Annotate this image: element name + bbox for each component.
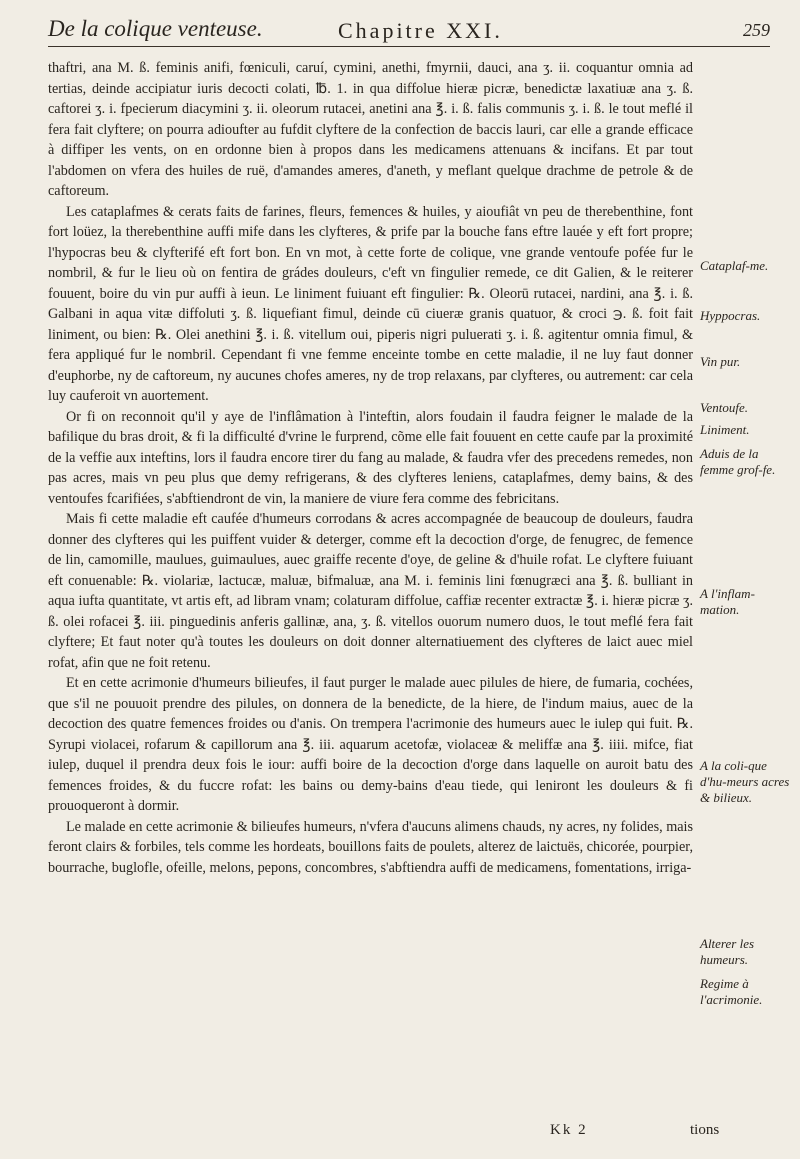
- paragraph: thaftri, ana M. ß. feminis anifi, fœniculi, caruí, cymini, anethi, fmyrnii, dauci, ana ʒ. ii. coquantur omnia ad tertias, deinde accipiatur iuris decocti colati, ℔. 1. in qua diffolue hieræ picræ, benedictæ laxatiuæ ana ʒ. ß. caftorei ʒ. i. fpecierum diacymini ʒ. ii. oleorum rutacei, anetini ana ℥. i. ß. falis communis ʒ. i. ß. le tout meflé il fera fait clyftere; on pourra adioufter au fufdit clyftere de la confection de baccis lauri, car elle a grande efficace à diffiper les vents, on en ordonne bien à propos dans les medicamens attenuans & incifans. Et par tout l'abdomen on vfera des huiles de ruë, d'amandes ameres, d'aneth, y meflant quelque drachme de petrole & de caftoreum.: [48, 60, 693, 199]
- margin-note: Vin pur.: [700, 354, 741, 369]
- margin-note: Aduis de la femme grof-fe.: [700, 446, 776, 477]
- chapter-heading: Chapitre XXI.: [338, 18, 503, 43]
- margin-note: A la coli-que d'hu-meurs acres & bilieux.: [700, 758, 790, 805]
- running-title: De la colique venteuse.: [48, 16, 263, 41]
- margin-note: Ventoufe.: [700, 400, 749, 415]
- page-number: 259: [743, 20, 770, 40]
- margin-note: Regime à l'acrimonie.: [700, 976, 763, 1007]
- margin-note: Cataplaf-me.: [700, 258, 769, 273]
- margin-note: Alterer les humeurs.: [700, 936, 755, 967]
- paragraph: Le malade en cette acrimonie & bilieufes humeurs, n'vfera d'aucuns alimens chauds, ny acres, ny folides, mais feront clairs & forbiles, tels comme les hordeats, bouillons faits de poulets, alterez de laictuës, chicorée, pourpier, bourrache, buglofle, ofeille, melons, pepons, concombres, s'abftiendra auffi de medicamens, fomentations, irriga-: [48, 818, 693, 876]
- main-text-block: [48, 58, 693, 878]
- paragraph: Les cataplafmes & cerats faits de farines, fleurs, femences & huiles, y aioufiât vn peu de therebenthine, font fort loüez, la therebenthine auffi mife dans les clyfteres, & prife par la bouche fans eftre lauée y eft fort propre; l'hypocras beu & clyfterifé eft fort bon. En vn mot, à cette forte de colique, vne grande ventoufe pofée fur le nombril, & fur le lieu où on fentira de grádes douleurs, c'eft vn fingulier remede, ce dit Galien, & le reiterer fouuent, boire du vin pur auffi à ieun. Le liniment fuiuant eft fingulier: ℞. Oleorū rutacei, nardini, ana ℥. i. ß. Galbani in aqua vitæ diffoluti ʒ. ß. liquefiant fimul, deinde cū ciueræ granis quatuor, & croci ℈. ß. foit fait liniment, ou bien: ℞. Olei anethini ℥. i. ß. vitellum oui, piperis nigri puluerati ʒ. i. ß. agitentur omnia fimul, & fera appliqué fur le nombril. Cependant fi vne femme enceinte tombe en cette maladie, il ne luy faut donner d'euphorbe, ny de caftoreum, ny aucunes chofes ameres, ny de trop relaxans, par clyfteres, ou autrement: car cela luy cauferoit vn auortement.: [48, 203, 693, 404]
- running-header: [48, 16, 770, 47]
- paragraph: Mais fi cette maladie eft caufée d'humeurs corrodans & acres accompagnée de beaucoup de douleurs, faudra donner des clyfteres qui les puiffent vuider & deterger, comme eft la decoction d'orge, de fenugrec, de femence de lin, camomille, maulues, guimaulues, auec graiffe recente d'oye, de geline & d'huile rofat. Le clyftere fuiuant eft conuenable: ℞. violariæ, lactucæ, maluæ, bifmaluæ, ana M. i. feminis lini fœnugræci ana ℥. ß. bulliant in aqua iufta quantitate, vt artis eft, ad libram vnam; colaturam diffolue, caffiæ recenter extractæ ℥. i. hieræ picræ ʒ. ß. olei rofacei ℥. iii. pinguedinis anferis gallinæ, ana, ʒ. ß. vitellos ouorum numero duos, le tout meflé fera fait clyftere; Et faut noter qu'à toutes les douleurs on doit donner alternatiuement des clyfteres de laict auec miel rofat, afin que ne foit retenu.: [48, 511, 693, 671]
- paragraph: Et en cette acrimonie d'humeurs bilieufes, il faut purger le malade auec pilules de hiere, de fumaria, cochées, que s'il ne pouuoit prendre des pilules, on donnera de la benedicte, de la hiere, de l'indum maius, auec de la decoction des quatre femences froides ou d'anis. On trempera l'acrimonie des humeurs auec le iulep qui fuit. ℞. Syrupi violacei, rofarum & capillorum ana ℥. iii. aquarum acetofæ, violaceæ & meliffæ ana ℥. iiii. mifce, fiat iulep, duquel il prendra deux fois le iour: auffi boire de la decoction d'orge dans laquelle on auroit batu des femences froides, & du fuccre rofat: les bains ou demy-bains d'eau tiede, qui leniront les douleurs & fi prouoqueront à dormir.: [48, 675, 693, 814]
- margin-note: Liniment.: [700, 422, 750, 437]
- page-footer: [0, 1122, 800, 1146]
- margin-note: Hyppocras.: [700, 308, 761, 323]
- catchword: tions: [690, 1122, 720, 1138]
- margin-note: A l'inflam-mation.: [700, 586, 755, 617]
- signature-mark: Kk 2: [550, 1122, 588, 1138]
- paragraph: Or fi on reconnoit qu'il y aye de l'inflâmation à l'inteftin, alors foudain il faudra feigner le malade de la bafilique du bras droit, & fi la difficulté d'vrine le furprend, cõme elle fait fouuent en cette caufe par la proximité de la veffie aux inteftins, lors il faudra encore tirer du fang au malade, & faudra vfer des precedens remedes, non pas acres, mais vn peu plus que demy refrigerans, & des clyfteres leniens, cataplafmes, demy bains, & des ventoufes fcarifiées, s'abftiendront de vin, la maniere de viure fera comme des febricitans.: [48, 408, 693, 507]
